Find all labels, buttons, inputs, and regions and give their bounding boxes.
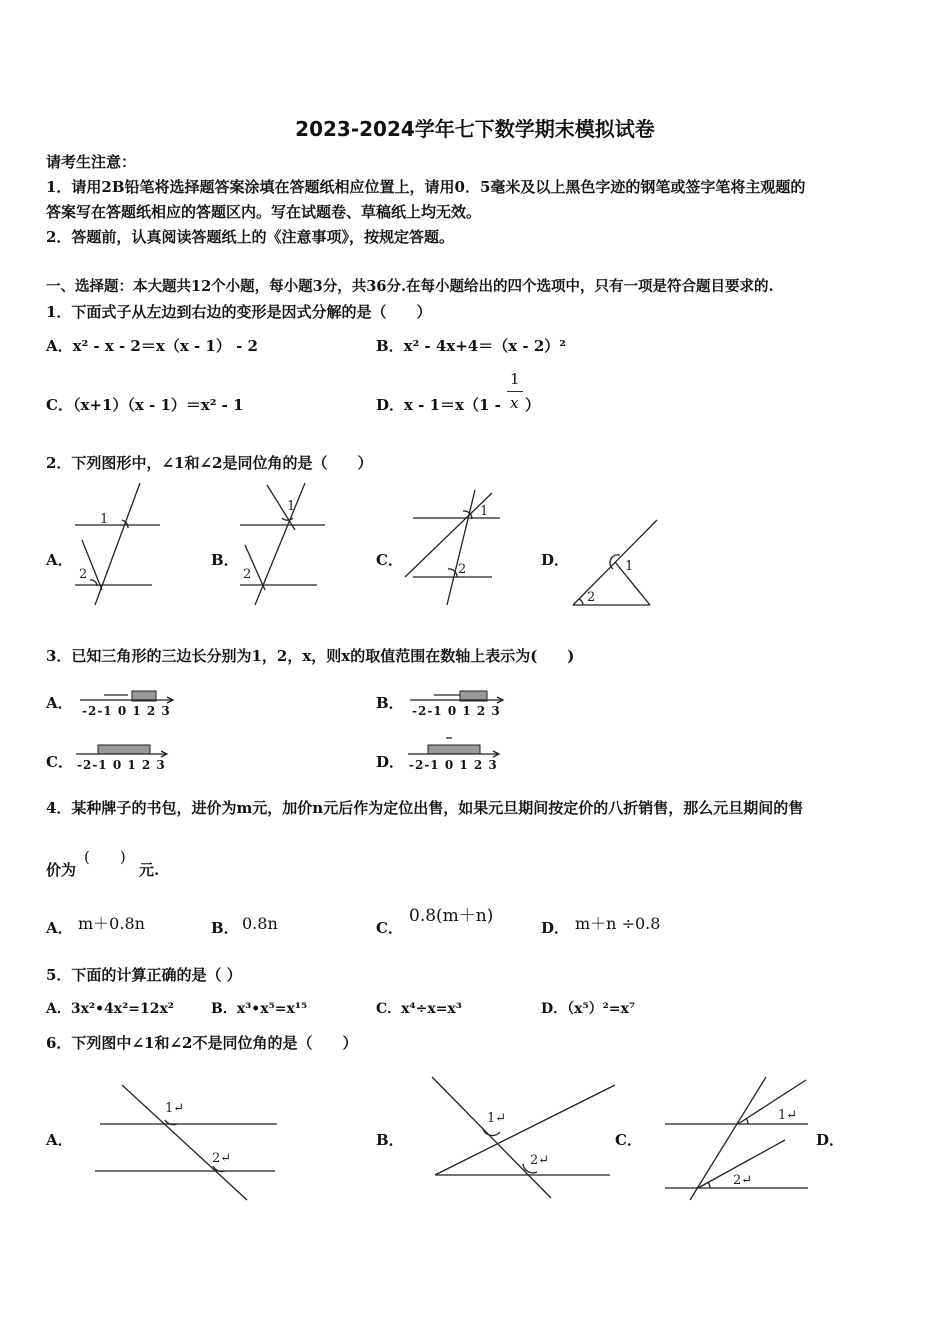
angle-2-label: 2↵ bbox=[733, 1173, 753, 1188]
q6-figure-a bbox=[95, 1080, 285, 1205]
q6-stem: 6．下列图中∠1和∠2不是同位角的是（ ） bbox=[46, 1034, 358, 1052]
angle-1-label: 1 bbox=[100, 512, 109, 527]
angle-2-label: 2 bbox=[587, 590, 596, 605]
angle-2-label: 2↵ bbox=[530, 1153, 550, 1168]
q2-figure-d bbox=[565, 515, 665, 610]
answer-blank: ( ) bbox=[84, 848, 126, 866]
q3-option-d[interactable]: D． bbox=[376, 753, 405, 771]
q6-option-b[interactable]: B． bbox=[376, 1131, 404, 1149]
q2-figure-b bbox=[235, 480, 335, 610]
q6-figure-b bbox=[425, 1072, 625, 1202]
q1-option-c[interactable]: C．（x+1）（x - 1）＝x² - 1 bbox=[46, 396, 244, 414]
notice-line-2: 答案写在答题纸相应的答题区内。写在试题卷、草稿纸上均无效。 bbox=[46, 203, 482, 221]
q4-option-b-label: B． bbox=[211, 919, 239, 937]
q5-stem: 5．下面的计算正确的是（ ） bbox=[46, 966, 242, 984]
q4-option-b-expr: 0.8n bbox=[242, 914, 278, 933]
q6-option-d[interactable]: D． bbox=[816, 1131, 845, 1149]
angle-2-label: 2 bbox=[458, 562, 467, 577]
q4-stem-prefix: 价为 bbox=[46, 861, 77, 879]
number-line-a-ticks: -2-1 0 1 2 3 bbox=[82, 704, 171, 718]
fraction-denominator: x bbox=[510, 394, 519, 412]
angle-1-label: 1 bbox=[287, 499, 296, 514]
page-title: 2023-2024学年七下数学期末模拟试卷 bbox=[295, 117, 655, 141]
q3-option-a[interactable]: A． bbox=[46, 694, 73, 712]
angle-1-label: 1↵ bbox=[487, 1111, 507, 1126]
q5-option-a[interactable]: A．3x²•4x²=12x² bbox=[46, 1001, 174, 1017]
q3-option-b[interactable]: B． bbox=[376, 694, 404, 712]
q6-option-c[interactable]: C． bbox=[615, 1131, 642, 1149]
q5-option-b[interactable]: B．x³•x⁵=x¹⁵ bbox=[211, 1001, 308, 1017]
angle-1-label: 1 bbox=[480, 504, 489, 519]
q4-option-a-label: A． bbox=[46, 919, 73, 937]
q4-stem: 4．某种牌子的书包，进价为m元，加价n元后作为定位出售，如果元旦期间按定价的八折销售，那么元旦期间的售 bbox=[46, 799, 804, 817]
q2-option-d[interactable]: D． bbox=[541, 551, 570, 569]
q1-option-b[interactable]: B．x² - 4x+4＝（x - 2）² bbox=[376, 337, 566, 355]
q3-option-c[interactable]: C． bbox=[46, 753, 73, 771]
notice-line-1: 1．请用2B铅笔将选择题答案涂填在答题纸相应位置上，请用0．5毫米及以上黑色字迹的钢笔或签字笔将主观题的 bbox=[46, 178, 806, 196]
fraction-numerator: 1 bbox=[510, 370, 520, 388]
q4-option-c-label: C． bbox=[376, 919, 403, 937]
angle-1-label: 1↵ bbox=[165, 1101, 185, 1116]
section-heading: 一、选择题：本大题共12个小题，每小题3分，共36分.在每小题给出的四个选项中，只有一项是符合题目要求的. bbox=[46, 278, 774, 295]
q2-option-b[interactable]: B． bbox=[211, 551, 239, 569]
number-line-b-ticks: -2-1 0 1 2 3 bbox=[412, 704, 501, 718]
angle-2-label: 2↵ bbox=[212, 1151, 232, 1166]
q2-stem: 2．下列图形中，∠1和∠2是同位角的是（ ） bbox=[46, 454, 373, 472]
angle-2-label: 2 bbox=[79, 567, 88, 582]
q6-figure-c bbox=[660, 1072, 820, 1202]
q2-figure-c bbox=[400, 485, 510, 615]
q3-stem: 3．已知三角形的三边长分别为1，2，x，则x的取值范围在数轴上表示为( ) bbox=[46, 647, 575, 665]
q4-option-c-expr: 0.8(m＋n) bbox=[409, 906, 494, 926]
q4-stem-suffix: 元. bbox=[139, 861, 160, 879]
q6-option-a[interactable]: A． bbox=[46, 1131, 73, 1149]
angle-1-label: 1↵ bbox=[778, 1108, 798, 1123]
angle-2-label: 2 bbox=[243, 567, 252, 582]
q1-option-d-suffix: ） bbox=[525, 396, 541, 414]
q1-stem: 1．下面式子从左边到右边的变形是因式分解的是（ ） bbox=[46, 303, 432, 321]
q2-figure-a bbox=[70, 480, 170, 610]
q2-option-a[interactable]: A． bbox=[46, 551, 73, 569]
notice-heading: 请考生注意： bbox=[46, 153, 137, 171]
q4-option-d-expr: m＋n ÷0.8 bbox=[575, 914, 661, 933]
q2-option-c[interactable]: C． bbox=[376, 551, 403, 569]
q5-option-c[interactable]: C．x⁴÷x=x³ bbox=[376, 1001, 462, 1017]
number-line-d-ticks: -2-1 0 1 2 3 bbox=[409, 758, 498, 772]
fraction-bar bbox=[507, 391, 523, 392]
q1-option-d-prefix: D．x - 1＝x（1 - bbox=[376, 396, 501, 414]
q4-option-d-label: D． bbox=[541, 919, 570, 937]
q5-option-d[interactable]: D．（x⁵）²=x⁷ bbox=[541, 1001, 635, 1017]
q4-option-a-expr: m＋0.8n bbox=[78, 914, 145, 933]
angle-1-label: 1 bbox=[625, 559, 634, 574]
q1-option-a[interactable]: A．x² - x - 2＝x（x - 1） - 2 bbox=[46, 337, 258, 355]
notice-line-3: 2．答题前，认真阅读答题纸上的《注意事项》，按规定答题。 bbox=[46, 228, 454, 246]
number-line-c-ticks: -2-1 0 1 2 3 bbox=[77, 758, 166, 772]
